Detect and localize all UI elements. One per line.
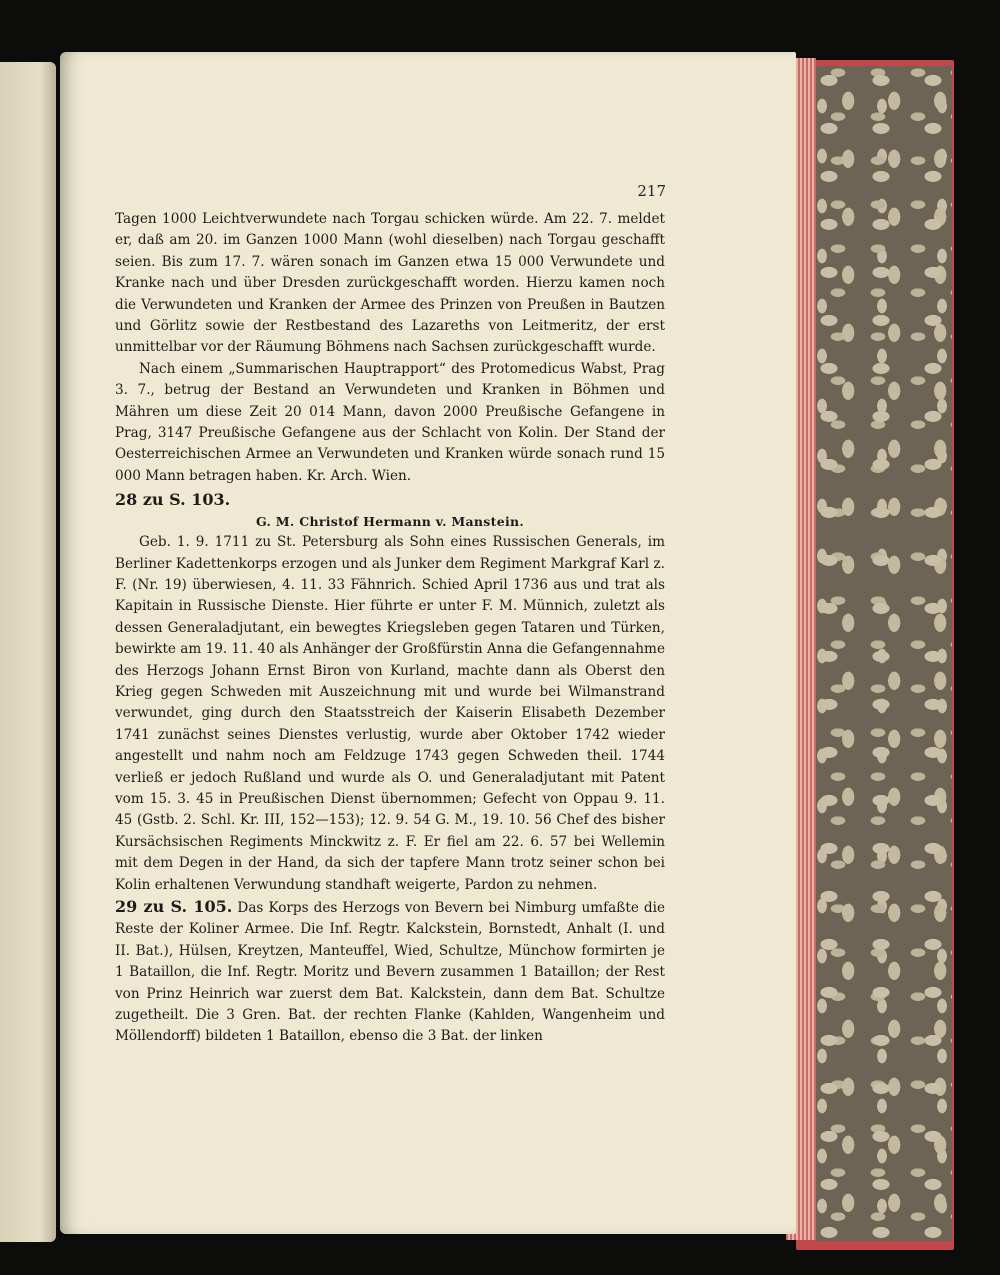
facing-page-edge — [0, 62, 56, 1242]
paragraph: Tagen 1000 Leichtverwundete nach Torgau schicken würde. Am 22. 7. meldet er, daß am 20. im Ganzen 1000 Mann (wohl dieselben) nach Torgau geschafft seien. Bis zum 17. 7. wären sonach im Ganzen etwa 15 000 Verwundete und Kranke nach und über Dresden zurückgeschafft worden. Hierzu kamen noch die Verwundeten und Kranken der Armee des Prinzen von Preußen in Bautzen und Görlitz sowie der Restbestand des Lazareths von Leitmeritz, der erst unmittelbar vor der Räumung Böhmens nach Sachsen zurückgeschafft wurde. — [115, 211, 665, 356]
page-text — [115, 209, 665, 1048]
section-subheading: G. M. Christof Hermann v. Manstein. — [255, 513, 525, 529]
book-page — [60, 52, 796, 1234]
paragraph-with-heading — [115, 896, 665, 1048]
section-heading-28: 28 zu S. 103. — [115, 490, 231, 510]
marbled-endpaper — [816, 66, 952, 1241]
section-heading-29: 29 zu S. 105. — [115, 897, 233, 916]
paragraph-body: Das Korps des Herzogs von Bevern bei Nimburg umfaßte die Reste der Koliner Armee. Die Inf. Regtr. Kalckstein, Bornstedt, Anhalt (I. und II. Bat.), Hülsen, Kreytzen, Manteuffel, Wied, Schultze, Münchow formirten je 1 Bataillon, die Inf. Regtr. Moritz und Bevern zusammen 1 Bataillon; der Rest von Prinz Heinrich war zuerst dem Bat. Kalckstein, dann dem Bat. Schultze zugetheilt. Die 3 Gren. Bat. der rechten Flanke (Kahlden, Wangenheim und Möllendorff) bildeten 1 Bataillon, ebenso die 3 Bat. der linken — [115, 900, 666, 1045]
page-number: 217 — [637, 182, 666, 200]
paragraph: Nach einem „Summarischen Hauptrapport“ des Protomedicus Wabst, Prag 3. 7., betrug der Bestand an Verwundeten und Kranken in Böhmen und Mähren um diese Zeit 20 014 Mann, davon 2000 Preußische Gefangene in Prag, 3147 Preußische Gefangene aus der Schlacht von Kolin. Der Stand der Oesterreichischen Armee an Verwundeten und Kranken würde sonach rund 15 000 Mann betragen haben. Kr. Arch. Wien. — [115, 360, 665, 484]
paragraph: Geb. 1. 9. 1711 zu St. Petersburg als Sohn eines Russischen Generals, im Berliner Kadettenkorps erzogen und als Junker dem Regiment Markgraf Karl z. F. (Nr. 19) überwiesen, 4. 11. 33 Fähnrich. Schied April 1736 aus und trat als Kapitain in Russische Dienste. Hier führte er unter F. M. Münnich, zuletzt als dessen Generaladjutant, ein bewegtes Kriegsleben gegen Tataren und Türken, bewirkte am 19. 11. 40 als Anhänger der Großfürstin Anna die Gefangennahme des Herzogs Johann Ernst Biron von Kurland, machte dann als Oberst den Krieg gegen Schweden mit Auszeichnung mit und wurde bei Wilmanstrand verwundet, ging durch den Staatsstreich der Kaiserin Elisabeth Dezember 1741 zunächst seines Dienstes verlustig, wurde aber Oktober 1742 wieder angestellt und nahm noch am Feldzuge 1743 gegen Schweden theil. 1744 verließ er jedoch Rußland und wurde als O. und Generaladjutant mit Patent vom 15. 3. 45 in Preußischen Dienst übernommen; Gefecht von Oppau 9. 11. 45 (Gstb. 2. Schl. Kr. III, 152—153); 12. 9. 54 G. M., 19. 10. 56 Chef des bisher Kursächsischen Regiments Minckwitz z. F. Er fiel am 22. 6. 57 bei Wellemin mit dem Degen in der Hand, da sich der tapfere Mann trotz seiner schon bei Kolin erhaltenen Verwundung standhaft weigerte, Pardon zu nehmen. — [115, 534, 665, 893]
